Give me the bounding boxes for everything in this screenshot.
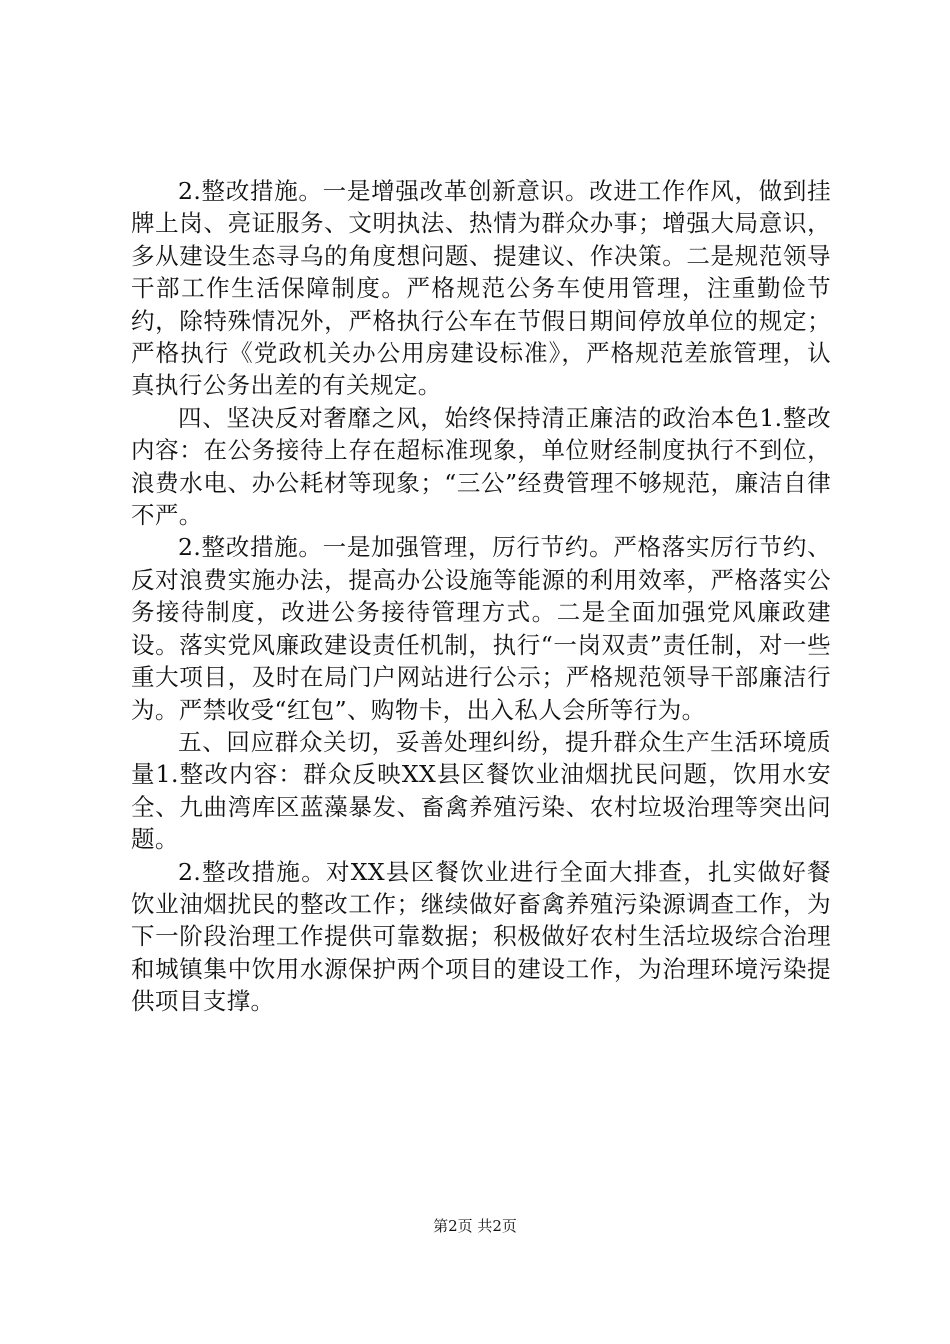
paragraph-rectification-measures-3: 2.整改措施。对XX县区餐饮业进行全面大排查，扎实做好餐饮业油烟扰民的整改工作；继续做好畜禽养殖污染源调查工作，为下一阶段治理工作提供可靠数据；积极做好农村生活垃圾综合治理和城镇集中饮用水源保护两个项目的建设工作，为治理环境污染提供项目支撑。 [131, 857, 831, 1016]
page-number-footer: 第2页 共2页 [433, 1217, 517, 1235]
paragraph-section-five: 五、回应群众关切，妥善处理纠纷，提升群众生产生活环境质量1.整改内容：群众反映XX县区餐饮业油烟扰民问题，饮用水安全、九曲湾库区蓝藻暴发、畜禽养殖污染、农村垃圾治理等突出问题。 [131, 727, 831, 854]
paragraph-section-four: 四、坚决反对奢靡之风，始终保持清正廉洁的政治本色1.整改内容：在公务接待上存在超标准现象，单位财经制度执行不到位，浪费水电、办公耗材等现象；“三公”经费管理不够规范，廉洁自律不严。 [131, 403, 831, 530]
paragraph-rectification-measures-1: 2.整改措施。一是增强改革创新意识。改进工作作风，做到挂牌上岗、亮证服务、文明执法、热情为群众办事；增强大局意识，多从建设生态寻乌的角度想问题、提建议、作决策。二是规范领导干部工作生活保障制度。严格规范公务车使用管理，注重勤俭节约，除特殊情况外，严格执行公车在节假日期间停放单位的规定；严格执行《党政机关办公用房建设标准》，严格规范差旅管理，认真执行公务出差的有关规定。 [131, 177, 831, 400]
document-body [131, 175, 831, 1018]
paragraph-rectification-measures-2: 2.整改措施。一是加强管理，厉行节约。严格落实厉行节约、反对浪费实施办法，提高办公设施等能源的利用效率，严格落实公务接待制度，改进公务接待管理方式。二是全面加强党风廉政建设。落实党风廉政建设责任机制，执行“一岗双责”责任制，对一些重大项目，及时在局门户网站进行公示；严格规范领导干部廉洁行为。严禁收受“红包”、购物卡，出入私人会所等行为。 [131, 533, 831, 724]
